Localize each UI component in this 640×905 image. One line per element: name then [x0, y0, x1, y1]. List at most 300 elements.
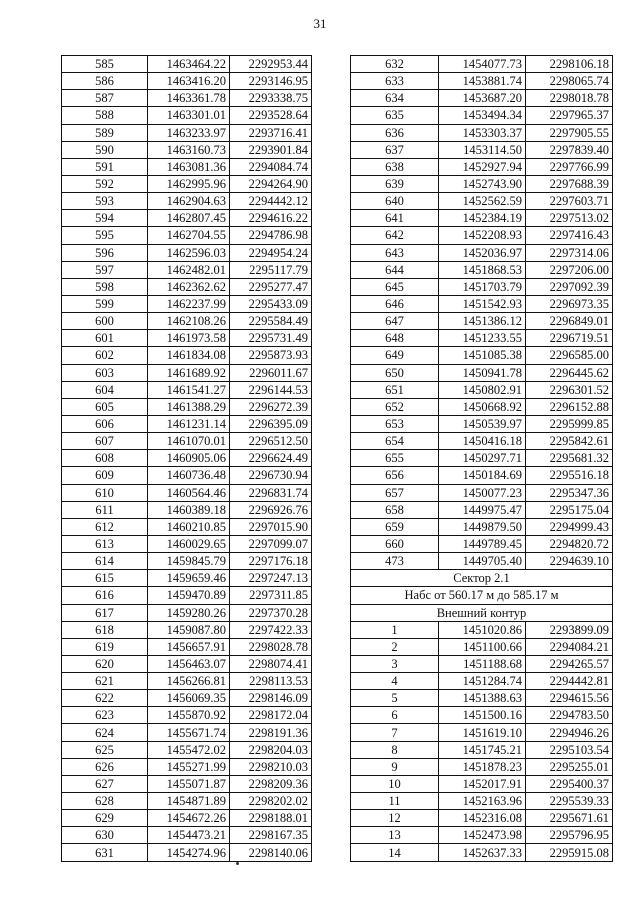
x-coordinate: 1462807.45 — [148, 210, 230, 227]
x-coordinate: 1450539.97 — [439, 415, 526, 432]
table-row — [351, 73, 613, 90]
x-coordinate: 1453303.37 — [439, 124, 526, 141]
point-number: 2 — [351, 638, 439, 655]
x-coordinate: 1462108.26 — [148, 313, 230, 330]
x-coordinate: 1452384.19 — [439, 210, 526, 227]
table-row — [62, 673, 312, 690]
table-row — [62, 741, 312, 758]
y-coordinate: 2298191.36 — [230, 724, 312, 741]
table-row — [351, 381, 613, 398]
point-number: 9 — [351, 758, 439, 775]
y-coordinate: 2298140.06 — [230, 844, 312, 861]
y-coordinate: 2297766.99 — [526, 158, 613, 175]
point-number: 616 — [62, 587, 148, 604]
table-row — [62, 758, 312, 775]
x-coordinate: 1451386.12 — [439, 313, 526, 330]
x-coordinate: 1461231.14 — [148, 415, 230, 432]
point-number: 607 — [62, 433, 148, 450]
table-row — [62, 398, 312, 415]
point-number: 612 — [62, 518, 148, 535]
x-coordinate: 1461388.29 — [148, 398, 230, 415]
x-coordinate: 1451703.79 — [439, 278, 526, 295]
y-coordinate: 2294783.50 — [526, 707, 613, 724]
x-coordinate: 1462704.55 — [148, 227, 230, 244]
table-row — [62, 56, 312, 73]
y-coordinate: 2295433.09 — [230, 295, 312, 312]
table-row — [62, 604, 312, 621]
point-number: 649 — [351, 347, 439, 364]
table-row — [351, 330, 613, 347]
x-coordinate: 1450668.92 — [439, 398, 526, 415]
x-coordinate: 1463416.20 — [148, 73, 230, 90]
table-row — [62, 364, 312, 381]
y-coordinate: 2297370.28 — [230, 604, 312, 621]
point-number: 638 — [351, 158, 439, 175]
y-coordinate: 2298113.53 — [230, 673, 312, 690]
table-row — [351, 313, 613, 330]
x-coordinate: 1461541.27 — [148, 381, 230, 398]
y-coordinate: 2295999.85 — [526, 415, 613, 432]
point-number: 654 — [351, 433, 439, 450]
table-row — [62, 261, 312, 278]
table-row — [351, 261, 613, 278]
table-row — [351, 535, 613, 552]
x-coordinate: 1459659.46 — [148, 570, 230, 587]
table-row — [351, 364, 613, 381]
point-number: 11 — [351, 793, 439, 810]
x-coordinate: 1459280.26 — [148, 604, 230, 621]
point-number: 618 — [62, 621, 148, 638]
table-row — [62, 330, 312, 347]
point-number: 642 — [351, 227, 439, 244]
y-coordinate: 2295255.01 — [526, 758, 613, 775]
y-coordinate: 2295175.04 — [526, 501, 613, 518]
x-coordinate: 1460029.65 — [148, 535, 230, 552]
point-number: 1 — [351, 621, 439, 638]
x-coordinate: 1452208.93 — [439, 227, 526, 244]
x-coordinate: 1452743.90 — [439, 175, 526, 192]
table-row — [351, 758, 613, 775]
point-number: 599 — [62, 295, 148, 312]
point-number: 651 — [351, 381, 439, 398]
x-coordinate: 1454274.96 — [148, 844, 230, 861]
x-coordinate: 1451868.53 — [439, 261, 526, 278]
table-row — [351, 724, 613, 741]
point-number: 610 — [62, 484, 148, 501]
point-number: 14 — [351, 844, 439, 861]
point-number: 628 — [62, 793, 148, 810]
x-coordinate: 1455271.99 — [148, 758, 230, 775]
point-number: 652 — [351, 398, 439, 415]
y-coordinate: 2296730.94 — [230, 467, 312, 484]
point-number: 657 — [351, 484, 439, 501]
y-coordinate: 2294615.56 — [526, 690, 613, 707]
point-number: 13 — [351, 827, 439, 844]
y-coordinate: 2297247.13 — [230, 570, 312, 587]
y-coordinate: 2296973.35 — [526, 295, 613, 312]
y-coordinate: 2295873.93 — [230, 347, 312, 364]
y-coordinate: 2293901.84 — [230, 141, 312, 158]
table-row — [62, 278, 312, 295]
y-coordinate: 2297314.06 — [526, 244, 613, 261]
y-coordinate: 2295842.61 — [526, 433, 613, 450]
point-number: 647 — [351, 313, 439, 330]
contour-label-row — [351, 604, 613, 621]
x-coordinate: 1461834.08 — [148, 347, 230, 364]
table-row — [351, 655, 613, 672]
x-coordinate: 1455870.92 — [148, 707, 230, 724]
table-row — [351, 450, 613, 467]
table-row — [62, 227, 312, 244]
point-number: 604 — [62, 381, 148, 398]
table-row — [351, 398, 613, 415]
point-number: 5 — [351, 690, 439, 707]
table-row — [351, 690, 613, 707]
x-coordinate: 1455071.87 — [148, 775, 230, 792]
point-number: 590 — [62, 141, 148, 158]
table-row — [62, 707, 312, 724]
table-row — [351, 621, 613, 638]
table-row — [62, 535, 312, 552]
point-number: 653 — [351, 415, 439, 432]
table-row — [351, 210, 613, 227]
x-coordinate: 1462482.01 — [148, 261, 230, 278]
y-coordinate: 2297965.37 — [526, 107, 613, 124]
y-coordinate: 2297206.00 — [526, 261, 613, 278]
y-coordinate: 2294820.72 — [526, 535, 613, 552]
table-row — [351, 793, 613, 810]
table-row — [351, 484, 613, 501]
point-number: 589 — [62, 124, 148, 141]
table-row — [62, 827, 312, 844]
x-coordinate: 1463233.97 — [148, 124, 230, 141]
point-number: 4 — [351, 673, 439, 690]
y-coordinate: 2296719.51 — [526, 330, 613, 347]
x-coordinate: 1449879.50 — [439, 518, 526, 535]
table-row — [351, 295, 613, 312]
point-number: 473 — [351, 553, 439, 570]
x-coordinate: 1450802.91 — [439, 381, 526, 398]
point-number: 3 — [351, 655, 439, 672]
point-number: 640 — [351, 193, 439, 210]
x-coordinate: 1462995.96 — [148, 175, 230, 192]
table-row — [351, 56, 613, 73]
y-coordinate: 2298209.36 — [230, 775, 312, 792]
point-number: 7 — [351, 724, 439, 741]
y-coordinate: 2294264.90 — [230, 175, 312, 192]
x-coordinate: 1449789.45 — [439, 535, 526, 552]
point-number: 593 — [62, 193, 148, 210]
table-row — [62, 433, 312, 450]
sector-height-range-row — [351, 587, 613, 604]
y-coordinate: 2294084.21 — [526, 638, 613, 655]
y-coordinate: 2296585.00 — [526, 347, 613, 364]
y-coordinate: 2297688.39 — [526, 175, 613, 192]
table-row — [62, 467, 312, 484]
table-row — [62, 347, 312, 364]
sector-height-range: Набс от 560.17 м до 585.17 м — [351, 587, 613, 604]
point-number: 614 — [62, 553, 148, 570]
point-number: 648 — [351, 330, 439, 347]
x-coordinate: 1455472.02 — [148, 741, 230, 758]
point-number: 605 — [62, 398, 148, 415]
table-row — [351, 518, 613, 535]
point-number: 621 — [62, 673, 148, 690]
y-coordinate: 2298065.74 — [526, 73, 613, 90]
table-row — [351, 141, 613, 158]
table-row — [351, 673, 613, 690]
point-number: 631 — [62, 844, 148, 861]
y-coordinate: 2293716.41 — [230, 124, 312, 141]
x-coordinate: 1451284.74 — [439, 673, 526, 690]
x-coordinate: 1463464.22 — [148, 56, 230, 73]
point-number: 660 — [351, 535, 439, 552]
page-number: 31 — [313, 16, 327, 31]
y-coordinate: 2295516.18 — [526, 467, 613, 484]
x-coordinate: 1454473.21 — [148, 827, 230, 844]
point-number: 624 — [62, 724, 148, 741]
table-row — [62, 381, 312, 398]
x-coordinate: 1451388.63 — [439, 690, 526, 707]
point-number: 6 — [351, 707, 439, 724]
point-number: 645 — [351, 278, 439, 295]
table-row — [62, 553, 312, 570]
y-coordinate: 2295277.47 — [230, 278, 312, 295]
x-coordinate: 1451542.93 — [439, 295, 526, 312]
table-row — [62, 107, 312, 124]
y-coordinate: 2292953.44 — [230, 56, 312, 73]
x-coordinate: 1455671.74 — [148, 724, 230, 741]
table-row — [62, 775, 312, 792]
point-number: 585 — [62, 56, 148, 73]
table-row — [62, 141, 312, 158]
x-coordinate: 1452316.08 — [439, 810, 526, 827]
y-coordinate: 2298106.18 — [526, 56, 613, 73]
y-coordinate: 2297176.18 — [230, 553, 312, 570]
table-row — [351, 415, 613, 432]
point-number: 627 — [62, 775, 148, 792]
x-coordinate: 1450941.78 — [439, 364, 526, 381]
point-number: 632 — [351, 56, 439, 73]
point-number: 602 — [62, 347, 148, 364]
x-coordinate: 1460210.85 — [148, 518, 230, 535]
x-coordinate: 1459087.80 — [148, 621, 230, 638]
x-coordinate: 1460736.48 — [148, 467, 230, 484]
point-number: 620 — [62, 655, 148, 672]
y-coordinate: 2297513.02 — [526, 210, 613, 227]
point-number: 596 — [62, 244, 148, 261]
x-coordinate: 1456463.07 — [148, 655, 230, 672]
point-number: 615 — [62, 570, 148, 587]
table-row — [62, 193, 312, 210]
x-coordinate: 1459470.89 — [148, 587, 230, 604]
sector-title-row — [351, 570, 613, 587]
x-coordinate: 1452562.59 — [439, 193, 526, 210]
y-coordinate: 2297092.39 — [526, 278, 613, 295]
point-number: 625 — [62, 741, 148, 758]
point-number: 636 — [351, 124, 439, 141]
y-coordinate: 2294616.22 — [230, 210, 312, 227]
point-number: 634 — [351, 90, 439, 107]
table-row — [351, 90, 613, 107]
y-coordinate: 2294639.10 — [526, 553, 613, 570]
y-coordinate: 2295915.08 — [526, 844, 613, 861]
y-coordinate: 2297311.85 — [230, 587, 312, 604]
y-coordinate: 2296272.39 — [230, 398, 312, 415]
table-row — [351, 810, 613, 827]
point-number: 592 — [62, 175, 148, 192]
y-coordinate: 2294946.26 — [526, 724, 613, 741]
table-row — [62, 175, 312, 192]
x-coordinate: 1451188.68 — [439, 655, 526, 672]
y-coordinate: 2295671.61 — [526, 810, 613, 827]
x-coordinate: 1462362.62 — [148, 278, 230, 295]
y-coordinate: 2298074.41 — [230, 655, 312, 672]
y-coordinate: 2296831.74 — [230, 484, 312, 501]
x-coordinate: 1459845.79 — [148, 553, 230, 570]
point-number: 655 — [351, 450, 439, 467]
y-coordinate: 2298146.09 — [230, 690, 312, 707]
table-row — [351, 433, 613, 450]
y-coordinate: 2295347.36 — [526, 484, 613, 501]
table-row — [351, 158, 613, 175]
x-coordinate: 1452637.33 — [439, 844, 526, 861]
point-number: 595 — [62, 227, 148, 244]
y-coordinate: 2293146.95 — [230, 73, 312, 90]
y-coordinate: 2297905.55 — [526, 124, 613, 141]
y-coordinate: 2293338.75 — [230, 90, 312, 107]
point-number: 626 — [62, 758, 148, 775]
table-row — [62, 724, 312, 741]
x-coordinate: 1453687.20 — [439, 90, 526, 107]
y-coordinate: 2295731.49 — [230, 330, 312, 347]
x-coordinate: 1450416.18 — [439, 433, 526, 450]
y-coordinate: 2297416.43 — [526, 227, 613, 244]
table-row — [62, 810, 312, 827]
table-row — [351, 553, 613, 570]
point-number: 650 — [351, 364, 439, 381]
x-coordinate: 1451020.86 — [439, 621, 526, 638]
x-coordinate: 1462237.99 — [148, 295, 230, 312]
table-row — [351, 193, 613, 210]
y-coordinate: 2295117.79 — [230, 261, 312, 278]
table-row — [351, 501, 613, 518]
x-coordinate: 1461689.92 — [148, 364, 230, 381]
point-number: 619 — [62, 638, 148, 655]
point-number: 630 — [62, 827, 148, 844]
table-row — [62, 73, 312, 90]
y-coordinate: 2296301.52 — [526, 381, 613, 398]
table-row — [351, 775, 613, 792]
point-number: 656 — [351, 467, 439, 484]
x-coordinate: 1453881.74 — [439, 73, 526, 90]
table-row — [62, 587, 312, 604]
point-number: 588 — [62, 107, 148, 124]
y-coordinate: 2295103.54 — [526, 741, 613, 758]
point-number: 639 — [351, 175, 439, 192]
coordinates-table-right — [350, 55, 613, 862]
x-coordinate: 1463081.36 — [148, 158, 230, 175]
x-coordinate: 1453494.34 — [439, 107, 526, 124]
x-coordinate: 1463160.73 — [148, 141, 230, 158]
point-number: 633 — [351, 73, 439, 90]
point-number: 659 — [351, 518, 439, 535]
point-number: 643 — [351, 244, 439, 261]
table-row — [62, 655, 312, 672]
table-row — [351, 827, 613, 844]
y-coordinate: 2296395.09 — [230, 415, 312, 432]
x-coordinate: 1452036.97 — [439, 244, 526, 261]
y-coordinate: 2297015.90 — [230, 518, 312, 535]
x-coordinate: 1456657.91 — [148, 638, 230, 655]
x-coordinate: 1452163.96 — [439, 793, 526, 810]
x-coordinate: 1452473.98 — [439, 827, 526, 844]
point-number: 594 — [62, 210, 148, 227]
table-row — [351, 347, 613, 364]
x-coordinate: 1449975.47 — [439, 501, 526, 518]
point-number: 598 — [62, 278, 148, 295]
table-row — [351, 467, 613, 484]
table-row — [351, 227, 613, 244]
sector-title: Сектор 2.1 — [351, 570, 613, 587]
point-number: 606 — [62, 415, 148, 432]
y-coordinate: 2296512.50 — [230, 433, 312, 450]
y-coordinate: 2296624.49 — [230, 450, 312, 467]
y-coordinate: 2298018.78 — [526, 90, 613, 107]
y-coordinate: 2296926.76 — [230, 501, 312, 518]
point-number: 617 — [62, 604, 148, 621]
x-coordinate: 1451085.38 — [439, 347, 526, 364]
y-coordinate: 2297099.07 — [230, 535, 312, 552]
table-row — [62, 518, 312, 535]
y-coordinate: 2296849.01 — [526, 313, 613, 330]
point-number: 644 — [351, 261, 439, 278]
x-coordinate: 1451745.21 — [439, 741, 526, 758]
x-coordinate: 1463301.01 — [148, 107, 230, 124]
x-coordinate: 1449705.40 — [439, 553, 526, 570]
point-number: 600 — [62, 313, 148, 330]
y-coordinate: 2295400.37 — [526, 775, 613, 792]
point-number: 597 — [62, 261, 148, 278]
point-number: 601 — [62, 330, 148, 347]
y-coordinate: 2297839.40 — [526, 141, 613, 158]
x-coordinate: 1460564.46 — [148, 484, 230, 501]
point-number: 623 — [62, 707, 148, 724]
table-row — [62, 501, 312, 518]
x-coordinate: 1462596.03 — [148, 244, 230, 261]
table-row — [351, 175, 613, 192]
y-coordinate: 2298210.03 — [230, 758, 312, 775]
x-coordinate: 1454077.73 — [439, 56, 526, 73]
point-number: 12 — [351, 810, 439, 827]
x-coordinate: 1450297.71 — [439, 450, 526, 467]
y-coordinate: 2293899.09 — [526, 621, 613, 638]
table-row — [62, 570, 312, 587]
point-number: 646 — [351, 295, 439, 312]
table-row — [62, 793, 312, 810]
x-coordinate: 1453114.50 — [439, 141, 526, 158]
stray-mark — [236, 862, 239, 865]
point-number: 8 — [351, 741, 439, 758]
point-number: 637 — [351, 141, 439, 158]
table-row — [62, 621, 312, 638]
table-row — [351, 707, 613, 724]
y-coordinate: 2294084.74 — [230, 158, 312, 175]
table-row — [62, 484, 312, 501]
y-coordinate: 2298172.04 — [230, 707, 312, 724]
x-coordinate: 1462904.63 — [148, 193, 230, 210]
point-number: 622 — [62, 690, 148, 707]
